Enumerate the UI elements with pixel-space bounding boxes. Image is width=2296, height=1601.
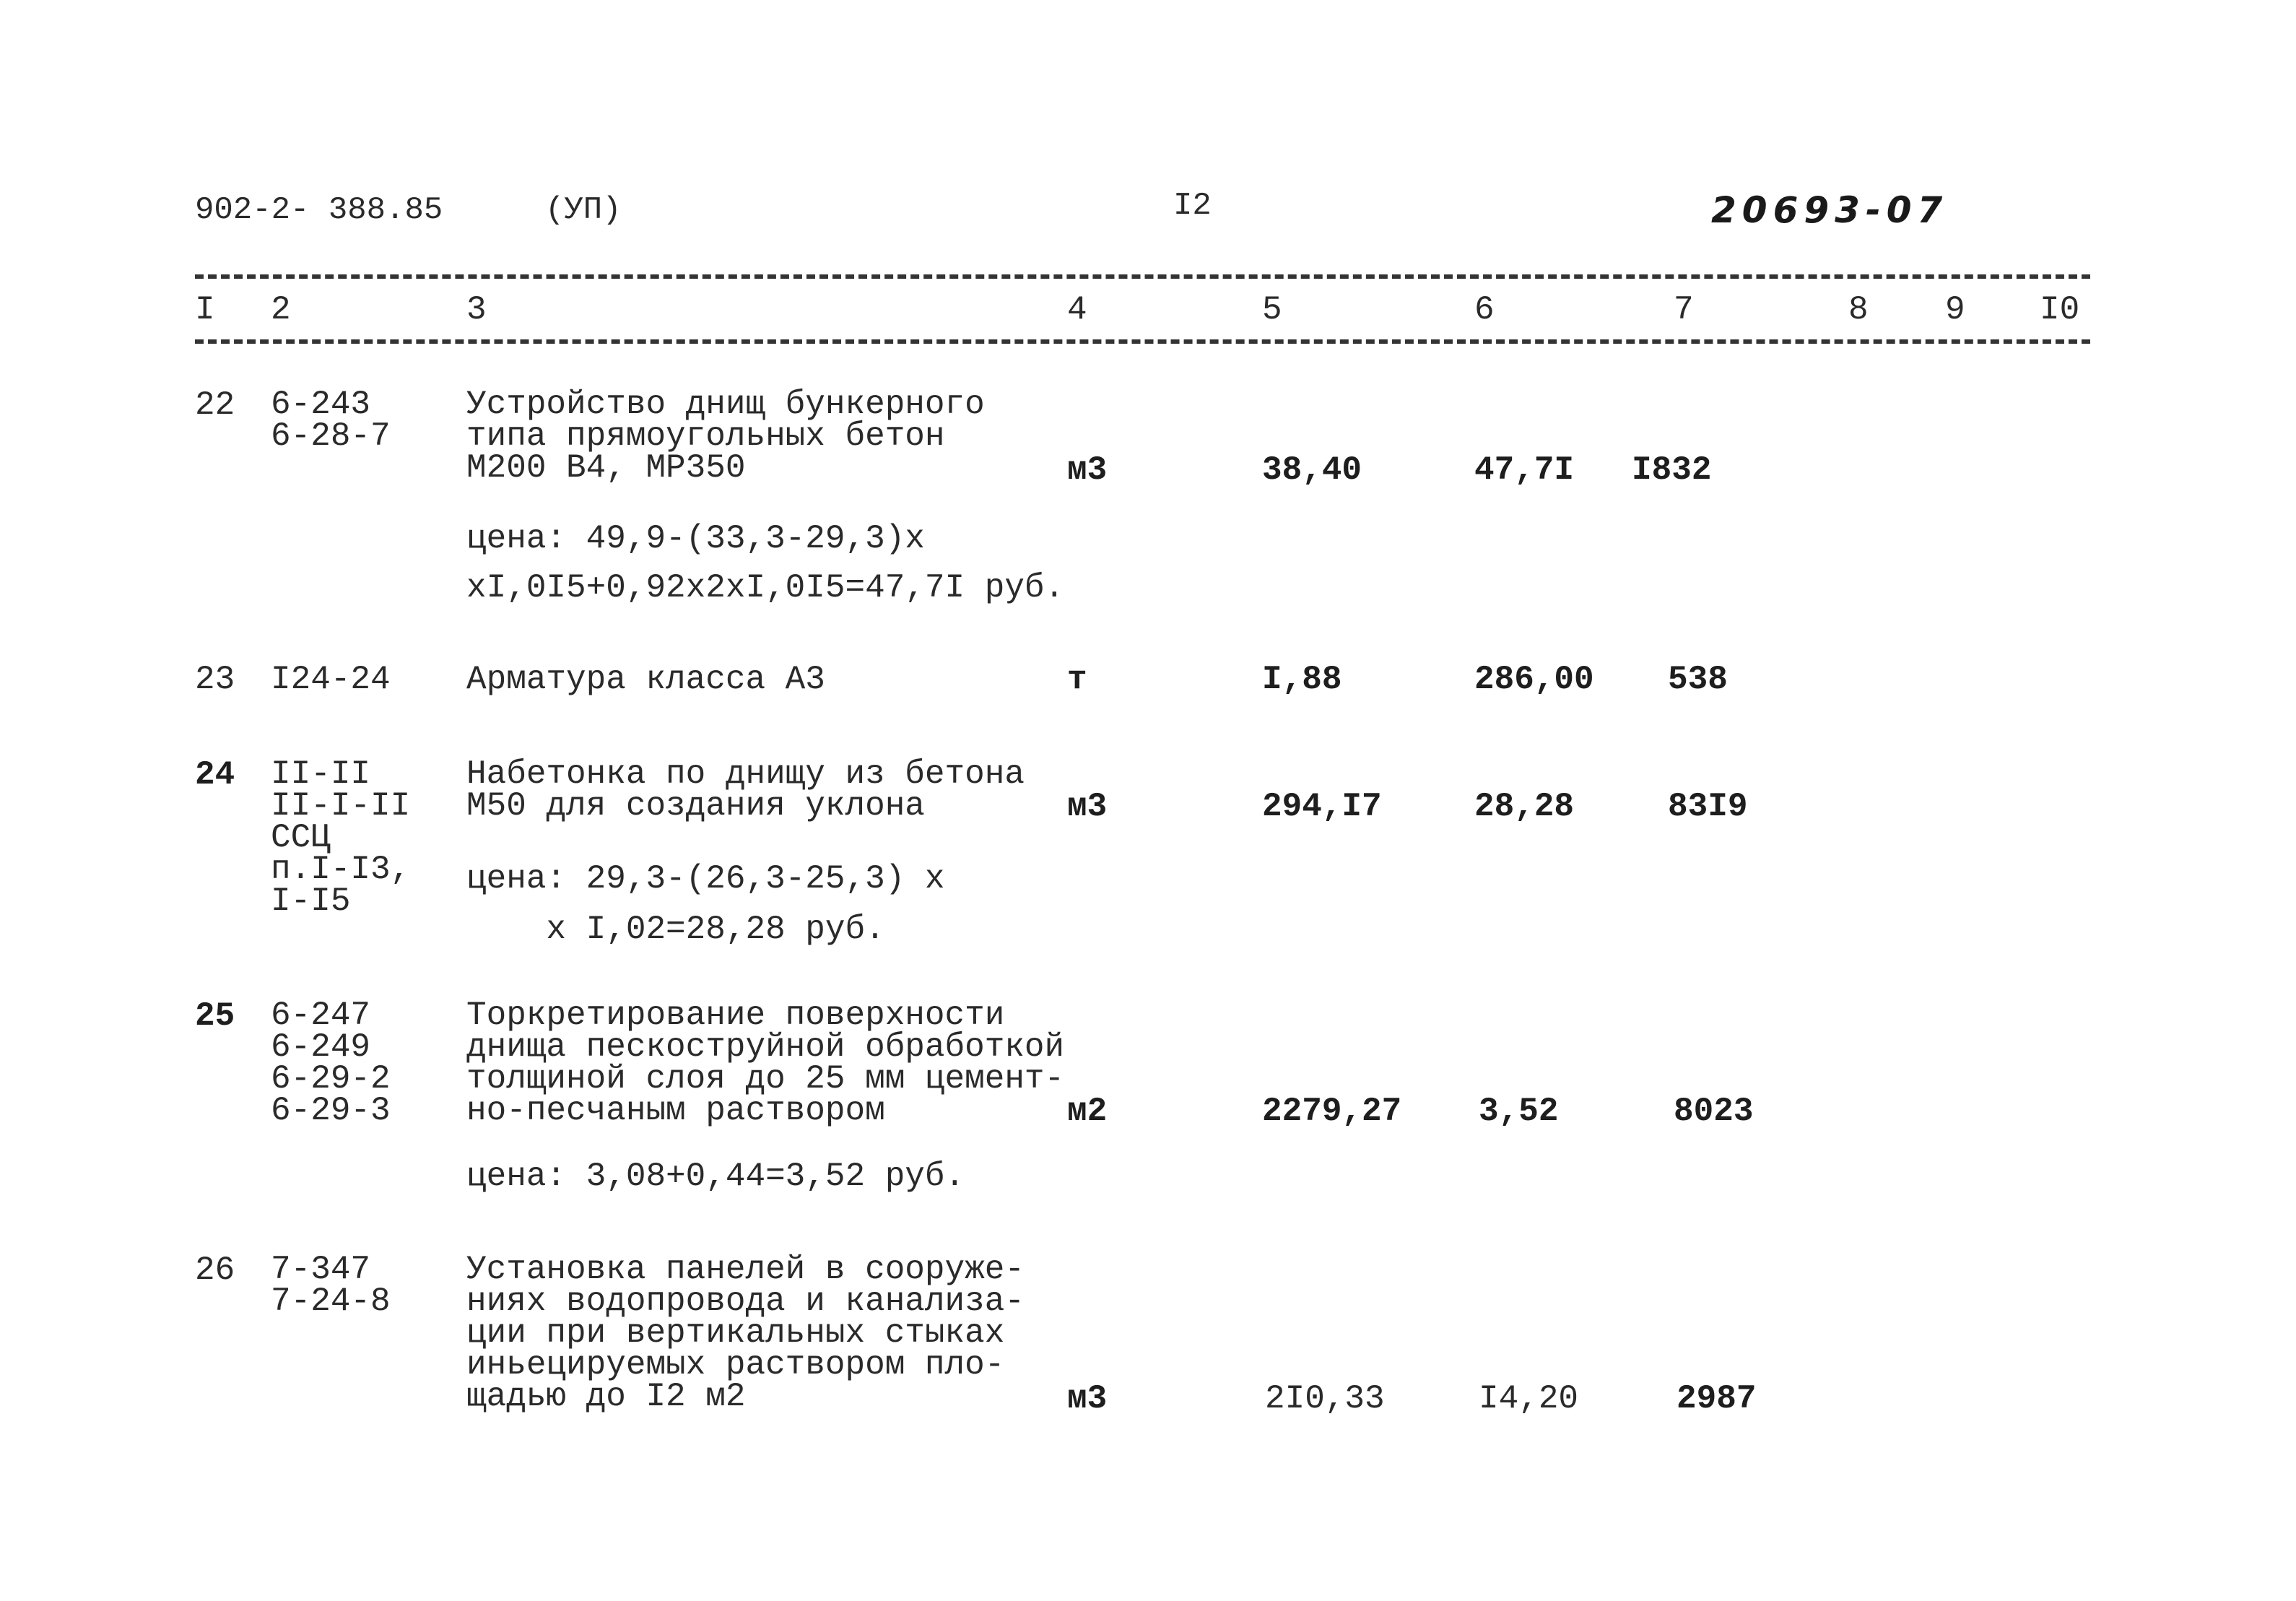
column-header-4: 4 — [1067, 291, 1087, 329]
table-header-rule — [195, 339, 2090, 344]
row-unit: м2 — [1067, 1093, 1108, 1130]
table-top-rule — [195, 274, 2090, 279]
row-unit-price: 28,28 — [1474, 788, 1575, 825]
row-description: Устройство днищ бункерного типа прямоугольных бетон М200 В4, МР350 — [466, 386, 985, 487]
column-header-5: 5 — [1262, 291, 1282, 329]
column-header-3: 3 — [466, 291, 487, 329]
row-description: Арматура класса А3 — [466, 661, 825, 698]
row-code: I24-24 — [271, 661, 391, 698]
row-price-note: цена: 29,3-(26,3-25,3) х х I,02=28,28 руб. — [466, 860, 945, 948]
sheet-number: 20693-07 — [1711, 189, 1949, 231]
row-quantity: 38,40 — [1262, 451, 1362, 489]
row-quantity: 2I0,33 — [1265, 1380, 1385, 1418]
row-number: 23 — [195, 661, 235, 698]
row-price-note: цена: 3,08+0,44=3,52 руб. — [466, 1158, 965, 1195]
row-unit-price: 47,7I — [1474, 451, 1575, 489]
row-unit-price: 3,52 — [1479, 1093, 1559, 1130]
column-header-6: 6 — [1474, 291, 1495, 329]
row-price-note: цена: 49,9-(33,3-29,3)х хI,0I5+0,92х2хI,0I5=47,7I руб. — [466, 520, 1065, 607]
row-unit: т — [1067, 661, 1087, 698]
row-unit-price: 286,00 — [1474, 661, 1594, 698]
row-code: 7-347 7-24-8 — [271, 1251, 391, 1320]
page-number: I2 — [1173, 188, 1212, 224]
column-header-9: 9 — [1945, 291, 1965, 329]
row-total: 538 — [1668, 661, 1728, 698]
row-unit: м3 — [1067, 1380, 1108, 1418]
row-quantity: 2279,27 — [1262, 1093, 1402, 1130]
row-total: 83I9 — [1668, 788, 1748, 825]
row-unit: м3 — [1067, 451, 1108, 489]
row-total: 2987 — [1677, 1380, 1757, 1418]
row-number: 25 — [195, 997, 235, 1035]
row-quantity: 294,I7 — [1262, 788, 1382, 825]
row-description: Установка панелей в сооруже- ниях водопровода и канализа- ции при вертикальных стыках иньецируемых раствором пло- щадью до I2 м2 — [466, 1251, 1025, 1415]
row-unit: м3 — [1067, 788, 1108, 825]
row-number: 26 — [195, 1251, 235, 1289]
row-number: 22 — [195, 386, 235, 424]
row-description: Торкретирование поверхности днища пескоструйной обработкой толщиной слоя до 25 мм цемент- но-песчаным раствором — [466, 997, 1065, 1129]
row-description: Набетонка по днищу из бетона М50 для создания уклона — [466, 755, 1025, 825]
column-header-7: 7 — [1674, 291, 1694, 329]
album-label: (УП) — [545, 192, 622, 228]
row-code: II-II II-I-II ССЦ п.I-I3, I-I5 — [271, 755, 411, 920]
row-total: 8023 — [1674, 1093, 1754, 1130]
column-header-2: 2 — [271, 291, 291, 329]
row-quantity: I,88 — [1262, 661, 1342, 698]
row-number: 24 — [195, 756, 235, 794]
column-header-1: I — [195, 291, 215, 329]
column-header-10: I0 — [2040, 291, 2080, 329]
row-code: 6-243 6-28-7 — [271, 386, 391, 455]
row-total: I832 — [1632, 451, 1712, 489]
row-unit-price: I4,20 — [1479, 1380, 1579, 1418]
document-code: 902-2- 388.85 — [195, 192, 443, 228]
column-header-8: 8 — [1848, 291, 1869, 329]
row-code: 6-247 6-249 6-29-2 6-29-3 — [271, 997, 391, 1129]
